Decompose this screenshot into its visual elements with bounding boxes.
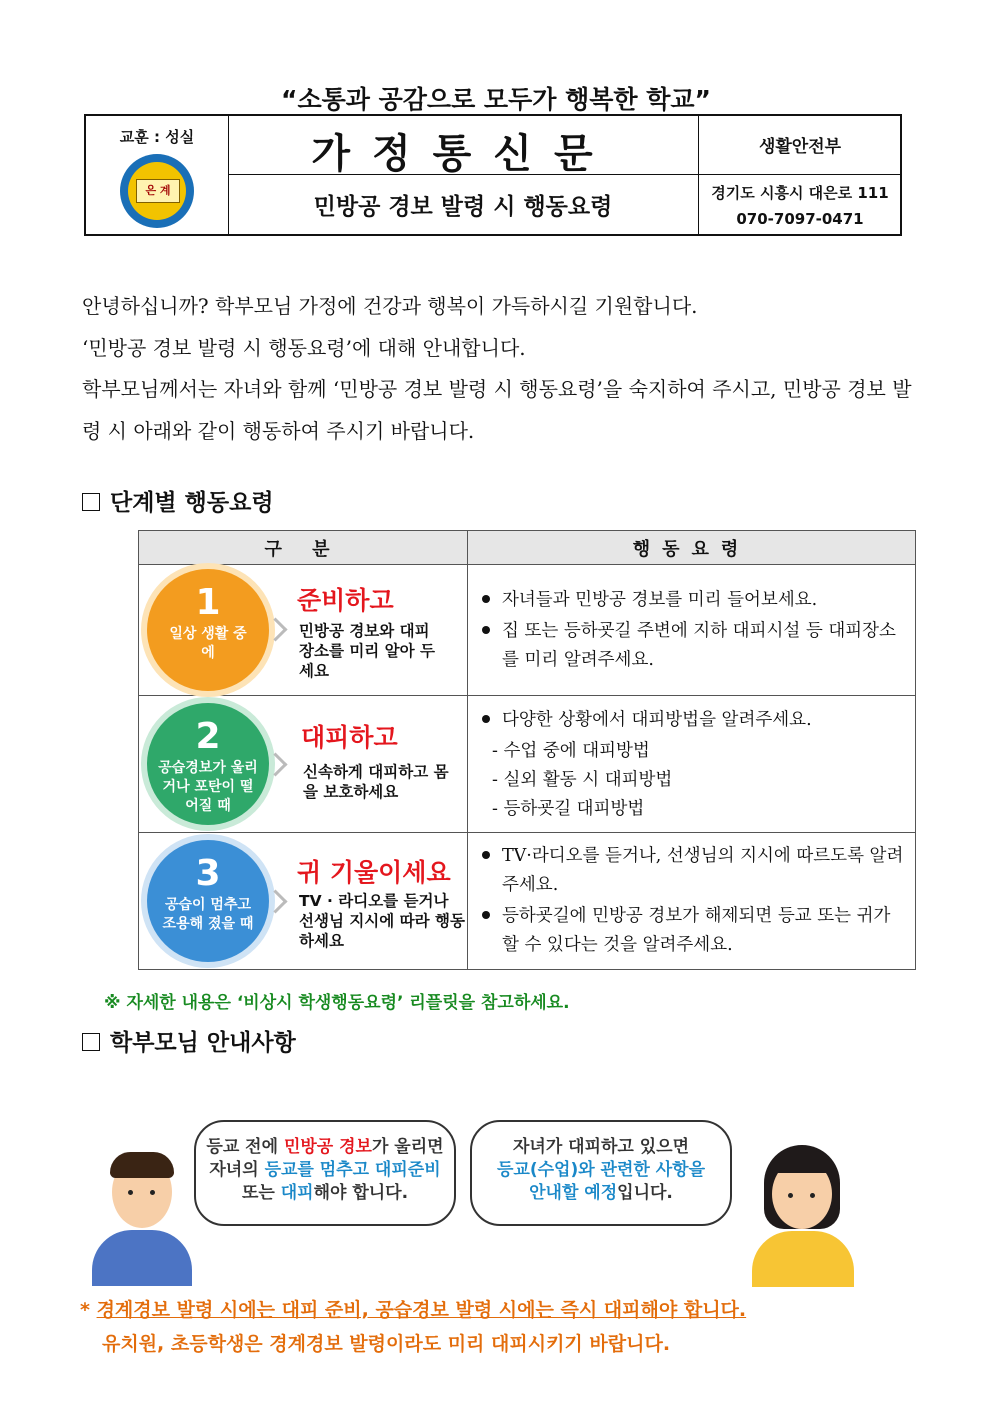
final-notice-line2: 유치원, 초등학생은 경계경보 발령이라도 미리 대피시키기 바랍니다. [102,1333,671,1355]
bubble-line: 안내할 예정입니다. [529,1183,673,1203]
bubble-line: 등교(수업)와 관련한 사항을 [496,1160,706,1180]
bullet-icon [482,626,490,634]
section-heading-parents [82,1024,296,1057]
step-badge [147,569,269,691]
step-number: 3 [195,853,221,894]
intro-line: 안녕하십니까? 학부모님 가정에 건강과 행복이 가득하시길 기원합니다. [82,294,698,318]
table-row [139,696,916,833]
school-logo [120,154,194,228]
bullet-icon [482,911,490,919]
table-header: 구 분 [139,531,468,565]
section-title: 단계별 행동요령 [110,490,274,516]
list-item: TV·라디오를 듣거나, 선생님의 지시에 따르도록 알려주세요. [482,842,905,900]
header-right-cell [698,116,901,234]
checkbox-square-icon [82,1033,100,1051]
step-number: 1 [195,582,221,623]
reference-note: ※ 자세한 내용은 ‘비상시 학생행동요령’ 리플릿을 참고하세요. [104,993,570,1013]
girl-bangs [770,1151,834,1173]
bullet-icon [482,851,490,859]
bubble-line: 자녀의 등교를 멈추고 대피준비 [209,1160,441,1180]
boy-eye [150,1190,155,1195]
table-row [139,833,916,970]
page-title: 가정통신문 [311,131,615,177]
girl-eye [788,1193,793,1198]
intro-text [82,286,922,452]
step-description: TV · 라디오를 듣거나 선생님 지시에 따라 행동하세요 [299,892,465,950]
bubble-line: 또는 대피해야 합니다. [241,1183,409,1203]
page-subtitle: 민방공 경보 발령 시 행동요령 [313,194,613,220]
table-header-row [139,531,916,565]
girl-illustration [748,1145,858,1287]
step-caption: 공습이 멈추고 조용해 졌을 때 [162,897,254,932]
girl-eye [810,1193,815,1198]
list-item: 등하굣길에 민방공 경보가 해제되면 등교 또는 귀가할 수 있다는 것을 알려주세요. [482,902,905,960]
logo-inner-ring [128,162,186,220]
asterisk: * [80,1299,97,1321]
step-actions [468,565,916,696]
department: 생활안전부 [758,137,842,157]
step-cell [139,565,468,696]
phone: 070-7097-0471 [736,210,864,228]
list-item: 집 또는 등하굣길 주변에 지하 대피시설 등 대피장소를 미리 알려주세요. [482,617,905,675]
step-title: 귀 기울이세요 [297,858,451,887]
step-badge [147,840,269,962]
bubble-line: 자녀가 대피하고 있으면 [512,1137,690,1157]
intro-line: ‘민방공 경보 발령 시 행동요령’에 대해 안내합니다. [82,335,526,360]
section-title: 학부모님 안내사항 [110,1030,296,1056]
speech-bubble-right [470,1120,732,1226]
table-row [139,565,916,696]
sub-item: - 수업 중에 대피방법 [492,741,650,761]
header-left-cell [86,116,229,234]
step-title: 준비하고 [297,586,394,615]
step-caption: 일상 생활 중에 [169,626,247,661]
school-creed: 교훈 : 성실 [119,128,195,146]
step-caption: 공습경보가 울리거나 포탄이 떨어질 때 [158,760,258,814]
bullet-icon [482,715,490,723]
header-box [84,114,902,236]
boy-illustration [92,1150,192,1286]
step-actions [468,833,916,970]
step-number: 2 [195,716,221,757]
school-motto: “소통과 공감으로 모두가 행복한 학교” [281,85,711,114]
sub-item: - 실외 활동 시 대피방법 [492,770,673,790]
section-heading-steps [82,484,274,517]
final-notice-line1 [80,1295,746,1322]
steps-table [138,530,916,970]
step-cell [139,696,468,833]
list-item: 자녀들과 민방공 경보를 미리 들어보세요. [482,586,905,615]
boy-hair [110,1152,174,1178]
checkbox-square-icon [82,493,100,511]
step-title: 대피하고 [301,723,398,752]
boy-eye [128,1190,133,1195]
list-item: 다양한 상황에서 대피방법을 알려주세요. [482,706,905,735]
sub-item: - 등하굣길 대피방법 [492,799,645,819]
step-cell [139,833,468,970]
speech-bubble-left [194,1120,456,1226]
address: 경기도 시흥시 대은로 111 [711,184,889,202]
logo-text: 은 계 [136,179,180,203]
girl-body [752,1231,854,1287]
notice-text: 경계경보 발령 시에는 대피 준비, 공습경보 발령 시에는 즉시 대피해야 합니다. [96,1299,747,1321]
intro-line: 학부모님께서는 자녀와 함께 ‘민방공 경보 발령 시 행동요령’을 숙지하여 주시고, 민방공 경보 발령 시 아래와 같이 행동하여 주시기 바랍니다. [82,377,912,443]
step-description: 민방공 경보와 대피장소를 미리 알아 두세요 [299,622,435,680]
bubble-line: 등교 전에 민방공 경보가 울리면 [206,1137,444,1157]
table-header: 행동요령 [468,531,916,565]
boy-body [92,1230,192,1286]
step-badge [147,703,269,825]
step-description: 신속하게 대피하고 몸을 보호하세요 [303,763,449,801]
step-actions [468,696,916,833]
bullet-icon [482,595,490,603]
